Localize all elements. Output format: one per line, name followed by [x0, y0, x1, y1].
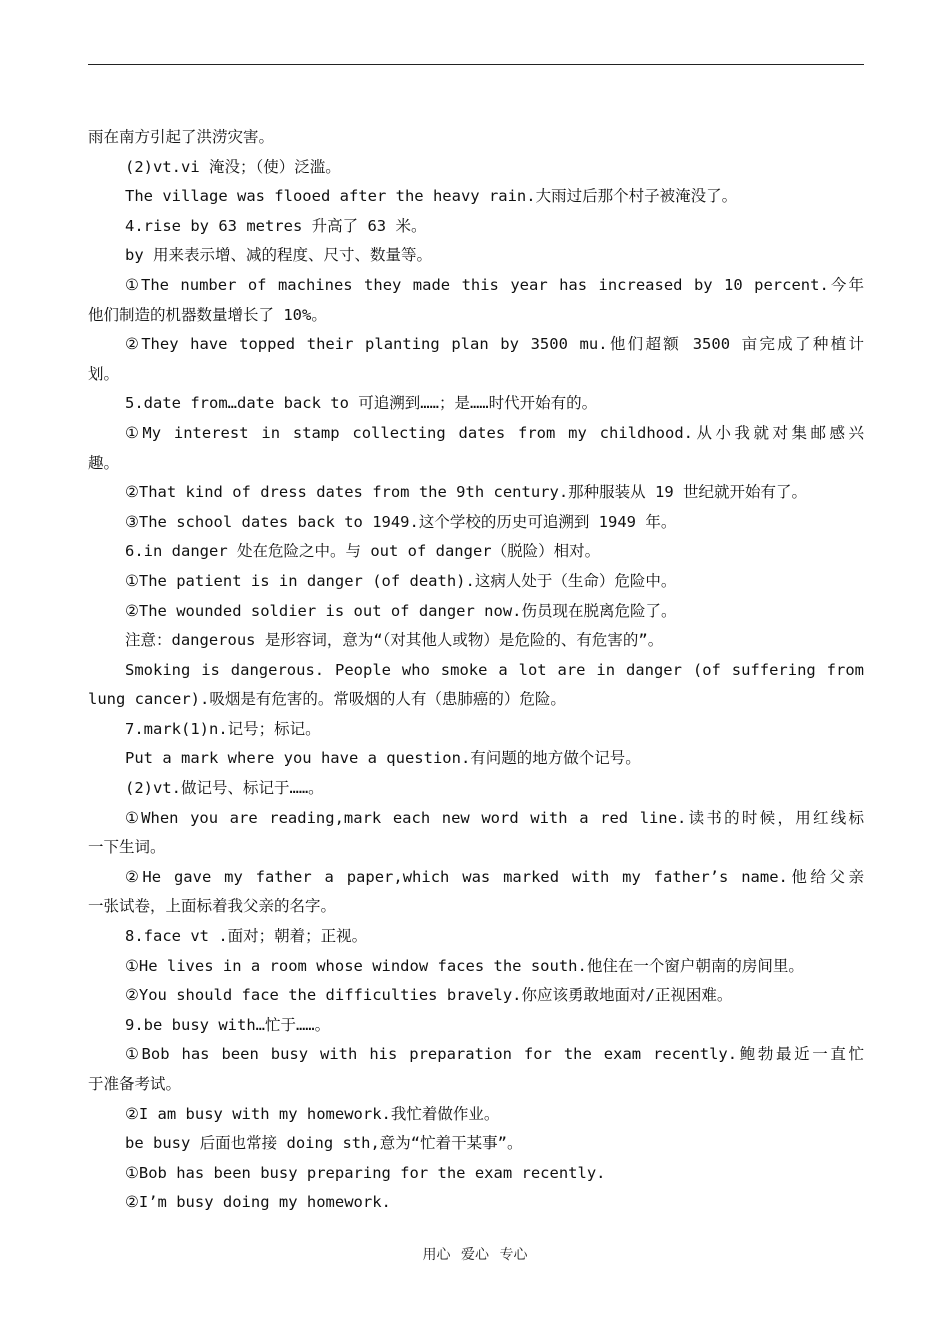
text-line: ②I am busy with my homework.我忙着做作业。: [125, 1104, 500, 1123]
text-line: ②I’m busy doing my homework.: [125, 1193, 391, 1212]
text-line: by 用来表示增、减的程度、尺寸、数量等。: [125, 246, 432, 265]
header-rule: [88, 64, 864, 65]
text-line: ①The patient is in danger (of death).这病人处于（生命）危险中。: [125, 571, 677, 590]
text-line: ②They have topped their planting plan by 3500 mu.他们超额 3500 亩完成了种植计: [125, 335, 864, 354]
text-line: ①Bob has been busy preparing for the exam recently.: [125, 1163, 606, 1182]
text-line: 一下生词。: [88, 838, 166, 857]
text-line: (2)vt.vi 淹没；（使）泛滥。: [125, 157, 341, 176]
text-line: ①Bob has been busy with his preparation for the exam recently.鲍勃最近一直忙: [125, 1045, 864, 1064]
text-line: 划。: [88, 364, 120, 383]
text-line: 趣。: [88, 453, 120, 472]
document-body: [88, 123, 864, 1218]
text-line: lung cancer).吸烟是有危害的。常吸烟的人有（患肺癌的）危险。: [88, 690, 566, 709]
text-line: ①The number of machines they made this year has increased by 10 percent.今年: [125, 275, 864, 294]
text-line: 8.face vt .面对；朝着；正视。: [125, 927, 368, 946]
text-line: 9.be busy with…忙于……。: [125, 1015, 331, 1034]
text-line: Put a mark where you have a question.有问题的地方做个记号。: [125, 749, 641, 768]
text-line: ③The school dates back to 1949.这个学校的历史可追溯到 1949 年。: [125, 512, 677, 531]
text-line: ②That kind of dress dates from the 9th century.那种服装从 19 世纪就开始有了。: [125, 483, 807, 502]
text-line: 一张试卷，上面标着我父亲的名字。: [88, 897, 337, 916]
text-line: ①My interest in stamp collecting dates from my childhood.从小我就对集邮感兴: [125, 423, 864, 442]
text-line: be busy 后面也常接 doing sth,意为“忙着干某事”。: [125, 1134, 523, 1153]
text-line: ①When you are reading,mark each new word with a red line.读书的时候，用红线标: [125, 808, 864, 827]
text-line: (2)vt.做记号、标记于……。: [125, 779, 324, 798]
text-line: 雨在南方引起了洪涝灾害。: [88, 128, 275, 146]
text-line: The village was flooed after the heavy rain.大雨过后那个村子被淹没了。: [125, 187, 738, 206]
text-line: 于准备考试。: [88, 1075, 182, 1093]
page-footer: 用心 爱心 专心: [422, 1247, 528, 1263]
text-line: 5.date from…date back to 可追溯到……；是……时代开始有的。: [125, 394, 598, 413]
text-line: 注意：dangerous 是形容词，意为“（对其他人或物）是危险的、有危害的”。: [125, 631, 664, 650]
text-line: 6.in danger 处在危险之中。与 out of danger（脱险）相对。: [125, 542, 601, 561]
text-line: ①He lives in a room whose window faces the south.他住在一个窗户朝南的房间里。: [125, 956, 804, 975]
text-line: ②The wounded soldier is out of danger now.伤员现在脱离危险了。: [125, 601, 677, 620]
text-line: Smoking is dangerous. People who smoke a lot are in danger (of suffering from: [125, 660, 864, 679]
text-line: 他们制造的机器数量增长了 10%。: [88, 305, 327, 324]
text-line: ②You should face the difficulties bravely.你应该勇敢地面对/正视困难。: [125, 986, 733, 1005]
text-line: 4.rise by 63 metres 升高了 63 米。: [125, 216, 427, 235]
text-line: 7.mark(1)n.记号；标记。: [125, 719, 321, 738]
text-line: ②He gave my father a paper,which was marked with my father’s name.他给父亲: [125, 867, 864, 886]
